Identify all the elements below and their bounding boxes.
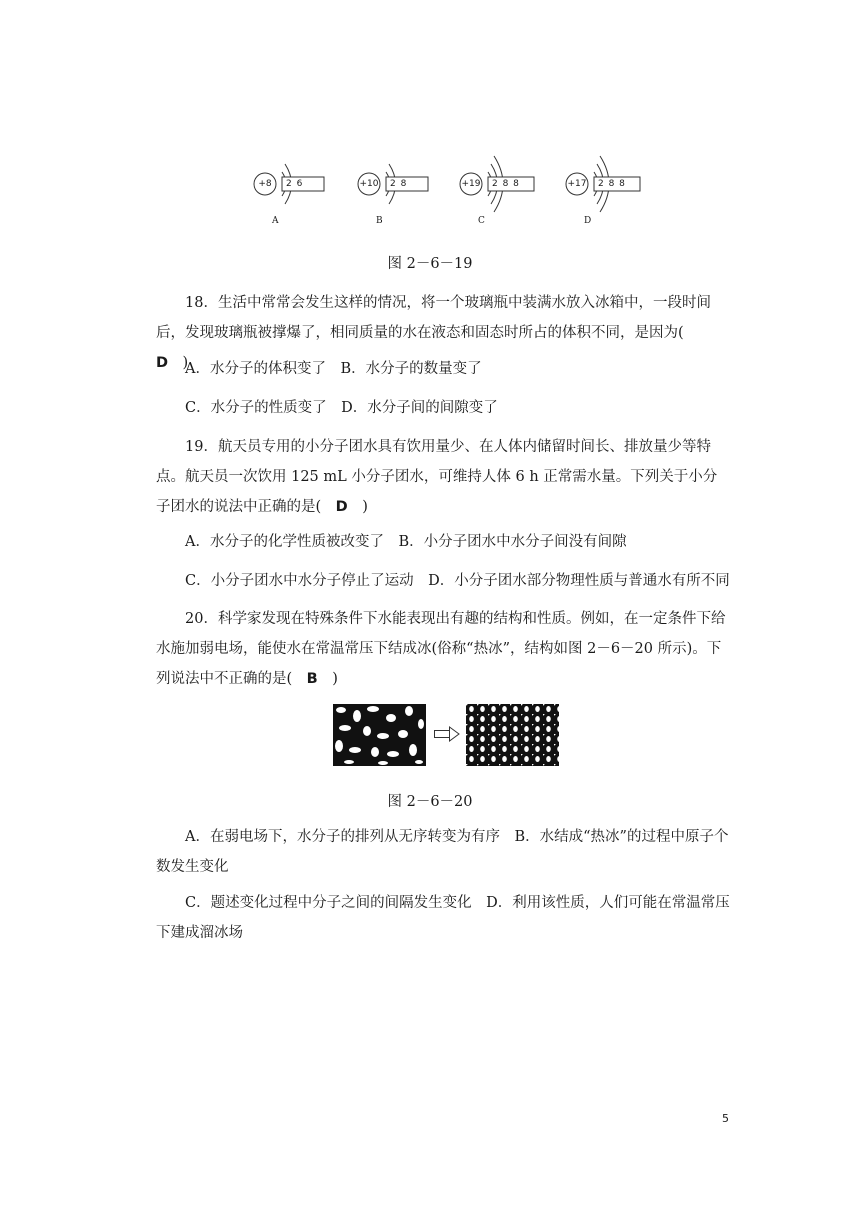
question-text: 20．科学家发现在特殊条件下水能表现出有趣的结构和性质。例如，在一定条件下给水施加弱电场，能使水在常温常压下结成冰(俗称“热冰”，结构如图 2－6－20 所示)。下列说法中不正确的是( bbox=[156, 611, 726, 687]
atom-diagram-c bbox=[458, 150, 553, 240]
question-19-stem bbox=[156, 432, 730, 522]
question-20-stem bbox=[156, 604, 730, 694]
answer-letter: D bbox=[335, 499, 348, 515]
question-19-options-ab: A．水分子的化学性质被改变了 B．小分子团水中水分子间没有间隙 bbox=[185, 534, 627, 550]
figure-caption-20: 图 2－6－20 bbox=[387, 794, 473, 810]
option-label: D bbox=[584, 216, 592, 226]
option-label: B bbox=[376, 216, 383, 226]
question-18-options-ab: A．水分子的体积变了 B．水分子的数量变了 bbox=[185, 361, 482, 377]
question-text: 19．航天员专用的小分子团水具有饮用量少、在人体内储留时间长、排放量少等特点。航天员一次饮用 125 mL 小分子团水，可维持人体 6 h 正常需水量。下列关于小分子团水的说法中正确的是( bbox=[156, 439, 718, 515]
question-text: 18．生活中常常会发生这样的情况，将一个玻璃瓶中装满水放入冰箱中，一段时间后，发现玻璃瓶被撑爆了，相同质量的水在液态和固态时所占的体积不同，是因为( bbox=[156, 295, 711, 341]
electron-shells: 2 8 8 bbox=[492, 179, 520, 189]
electron-shells: 2 6 bbox=[286, 179, 304, 189]
question-20-options-cd: C．题述变化过程中分子之间的间隔发生变化 D．利用该性质，人们可能在常温常压下建成溜冰场 bbox=[156, 895, 730, 941]
arrow-icon bbox=[434, 726, 460, 746]
electron-shells: 2 8 bbox=[390, 179, 408, 189]
nucleus-charge: +10 bbox=[359, 179, 379, 189]
paren-close: ) bbox=[168, 355, 189, 371]
atom-diagram-a bbox=[252, 150, 347, 240]
nucleus-charge: +8 bbox=[258, 179, 272, 189]
option-label: C bbox=[478, 216, 485, 226]
nucleus-charge: +19 bbox=[461, 179, 481, 189]
paren-close: ) bbox=[347, 499, 368, 515]
electron-shells: 2 8 8 bbox=[598, 179, 626, 189]
figure-caption-19: 图 2－6－19 bbox=[387, 256, 473, 272]
atom-diagram-d bbox=[564, 150, 659, 240]
answer-letter: D bbox=[156, 355, 169, 371]
option-label: A bbox=[272, 216, 279, 226]
question-19-options-cd: C．小分子团水中水分子停止了运动 D．小分子团水部分物理性质与普通水有所不同 bbox=[185, 573, 730, 589]
nucleus-charge: +17 bbox=[567, 179, 587, 189]
page-number: 5 bbox=[722, 1112, 729, 1125]
figure-disordered-water bbox=[333, 704, 426, 770]
question-20-options-ab: A．在弱电场下，水分子的排列从无序转变为有序 B．水结成“热冰”的过程中原子个数发生变化 bbox=[156, 829, 729, 875]
answer-letter: B bbox=[306, 671, 318, 687]
atom-diagram-b bbox=[356, 150, 451, 240]
figure-ordered-hot-ice bbox=[466, 704, 559, 770]
paren-close: ) bbox=[317, 671, 338, 687]
question-18-options-cd: C．水分子的性质变了 D．水分子间的间隙变了 bbox=[185, 400, 498, 416]
